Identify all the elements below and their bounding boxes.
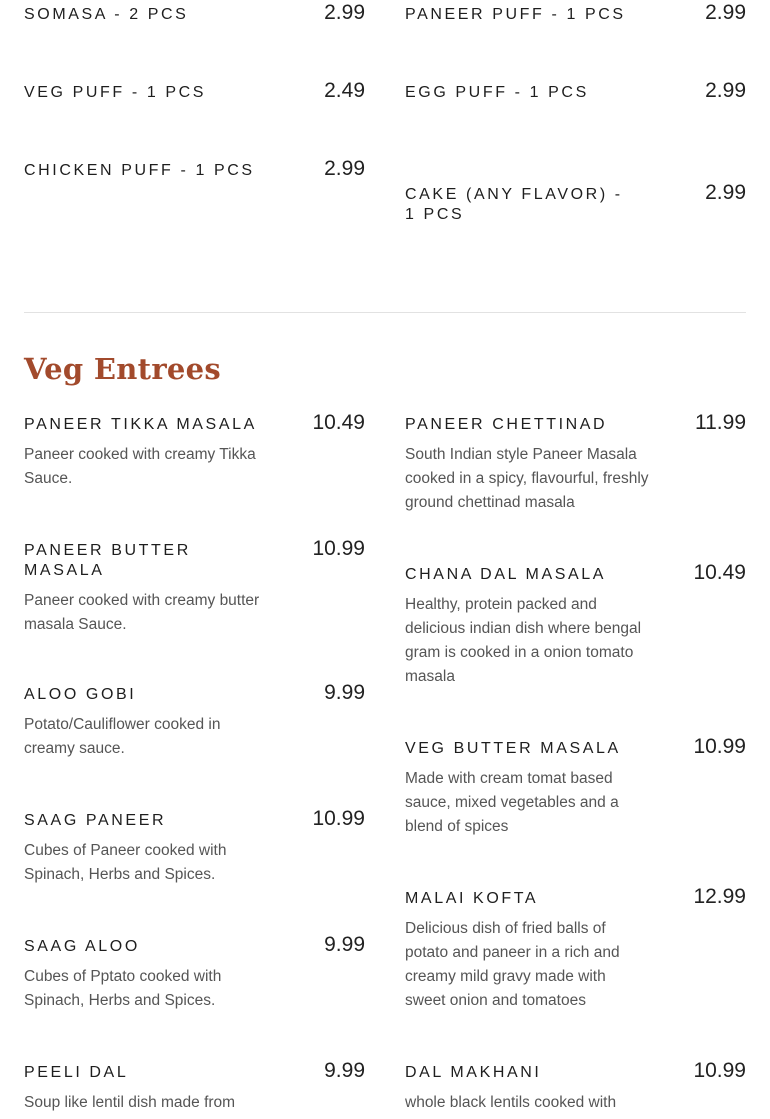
- item-price: 9.99: [324, 1059, 365, 1082]
- item-name: MALAI KOFTA: [405, 890, 539, 907]
- item-name: VEG BUTTER MASALA: [405, 740, 621, 757]
- item-name: EGG PUFF - 1 PCS: [405, 84, 589, 101]
- item-price: 11.99: [695, 411, 746, 434]
- item-description: Paneer cooked with creamy butter masala Sauce.: [24, 592, 260, 633]
- item-price: 2.99: [324, 1, 365, 24]
- item-description: Potato/Cauliflower cooked in creamy sauce.: [24, 716, 221, 757]
- item-description: Cubes of Pptato cooked with Spinach, Herbs and Spices.: [24, 968, 222, 1009]
- item-name: PEELI DAL: [24, 1064, 129, 1081]
- item-price: 10.99: [693, 735, 746, 758]
- item-price: 2.99: [324, 157, 365, 180]
- item-name: CHICKEN PUFF - 1 PCS: [24, 162, 255, 179]
- item-price: 9.99: [324, 681, 365, 704]
- item-price: 12.99: [693, 885, 746, 908]
- item-name: VEG PUFF - 1 PCS: [24, 84, 207, 101]
- item-description: Cubes of Paneer cooked with Spinach, Herbs and Spices.: [24, 842, 227, 883]
- item-price: 10.99: [312, 537, 365, 560]
- item-description: Soup like lentil dish made from: [24, 1094, 236, 1111]
- item-name: SAAG PANEER: [24, 812, 167, 829]
- item-name: CHANA DAL MASALA: [405, 566, 607, 583]
- item-name: ALOO GOBI: [24, 686, 137, 703]
- item-price: 10.49: [693, 561, 746, 584]
- item-price: 2.99: [705, 1, 746, 24]
- item-name: PANEER CHETTINAD: [405, 416, 608, 433]
- item-price: 2.99: [705, 181, 746, 204]
- item-name: SOMASA - 2 PCS: [24, 6, 189, 23]
- item-name: PANEER TIKKA MASALA: [24, 416, 257, 433]
- item-name: PANEER PUFF - 1 PCS: [405, 6, 626, 23]
- item-name: DAL MAKHANI: [405, 1064, 542, 1081]
- item-name: SAAG ALOO: [24, 938, 140, 955]
- item-description: South Indian style Paneer Masala cooked in a spicy, flavourful, freshly ground chettinad masala: [405, 446, 649, 511]
- item-price: 10.49: [312, 411, 365, 434]
- item-name: CAKE (ANY FLAVOR) - 1 PCS: [405, 186, 623, 223]
- section-divider: [24, 312, 746, 313]
- item-price: 2.49: [324, 79, 365, 102]
- item-price: 9.99: [324, 933, 365, 956]
- item-description: Made with cream tomat based sauce, mixed vegetables and a blend of spices: [405, 770, 619, 835]
- section-title: Veg Entrees: [24, 352, 222, 386]
- item-price: 2.99: [705, 79, 746, 102]
- item-name: PANEER BUTTER MASALA: [24, 542, 191, 579]
- item-description: Healthy, protein packed and delicious indian dish where bengal gram is cooked in a onion tomato masala: [405, 596, 642, 685]
- item-description: Paneer cooked with creamy Tikka Sauce.: [24, 446, 256, 487]
- item-price: 10.99: [693, 1059, 746, 1082]
- item-description: whole black lentils cooked with: [405, 1094, 617, 1111]
- item-price: 10.99: [312, 807, 365, 830]
- item-description: Delicious dish of fried balls of potato and paneer in a rich and creamy mild gravy made with sweet onion and tomatoes: [405, 920, 620, 1009]
